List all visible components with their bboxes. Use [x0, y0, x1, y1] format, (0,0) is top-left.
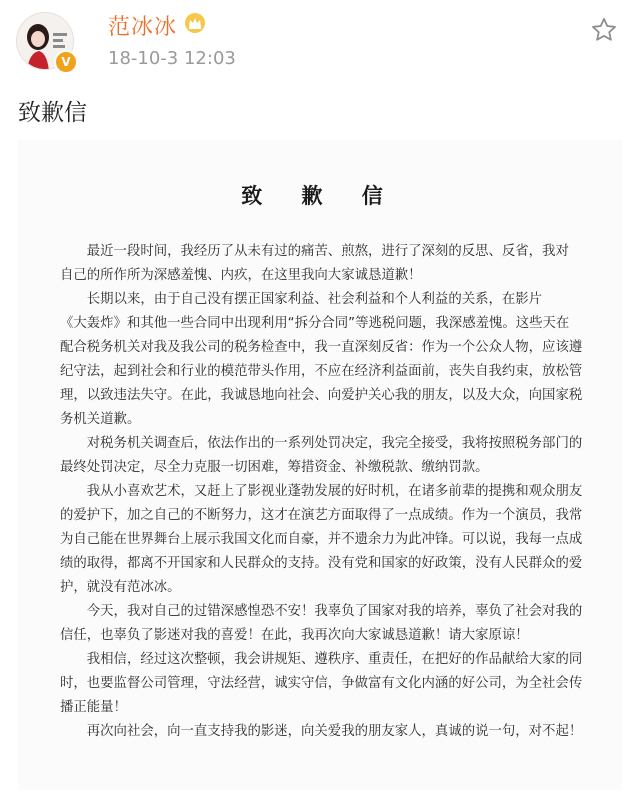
letter-line: 播正能量！: [60, 700, 127, 715]
letter-line: 护，就没有范冰冰。: [60, 580, 181, 595]
letter-paragraph: [60, 288, 592, 432]
letter-line: 时，也要监督公司管理，守法经营，诚实守信，争做富有文化内涵的好公司，为全社会传: [60, 676, 583, 691]
letter-line: 配合税务机关对我及我公司的税务检查中，我一直深刻反省：作为一个公众人物，应该遵: [60, 340, 583, 355]
letter-line: 理，以致违法失守。在此，我诚恳地向社会、向爱护关心我的朋友，以及大众，向国家税: [60, 388, 583, 403]
post-text: 致歉信: [18, 100, 87, 126]
letter-line: 我相信，经过这次整顿，我会讲规矩、遵秩序、重责任，在把好的作品献给大家的同: [60, 652, 583, 667]
letter-line: 长期以来，由于自己没有摆正国家利益、社会利益和个人利益的关系，在影片: [60, 292, 543, 307]
post-header: [0, 0, 640, 90]
letter-line: 今天，我对自己的过错深感惶恐不安！我辜负了国家对我的培养，辜负了社会对我的: [60, 604, 583, 619]
letter-paragraph: [60, 600, 592, 648]
star-icon[interactable]: [590, 16, 618, 44]
verified-v-icon: V: [54, 50, 78, 74]
letter-title: 致 歉 信: [241, 184, 399, 208]
letter-paragraph: [60, 432, 592, 480]
letter-paragraph: [60, 240, 592, 288]
letter-paragraph: [60, 720, 592, 744]
post-timestamp: 18-10-3 12:03: [108, 48, 236, 69]
letter-line: 信任，也辜负了影迷对我的喜爱！在此，我再次向大家诚恳道歉！请大家原谅！: [60, 628, 529, 643]
letter-line: 为自己能在世界舞台上展示我国文化而自豪，并不遗余力为此冲锋。可以说，我每一点成: [60, 532, 583, 547]
letter-line: 纪守法，起到社会和行业的模范带头作用，不应在经济利益面前，丧失自我约束，放松管: [60, 364, 583, 379]
letter-line: 《大轰炸》和其他一些合同中出现利用“拆分合同”等逃税问题，我深感羞愧。这些天在: [60, 316, 570, 331]
letter-paragraph: [60, 648, 592, 720]
letter-paragraph: [60, 480, 592, 600]
letter-line: 的爱护下，加之自己的不断努力，这才在演艺方面取得了一点成绩。作为一个演员，我常: [60, 508, 583, 523]
letter-line: 再次向社会，向一直支持我的影迷，向关爱我的朋友家人，真诚的说一句，对不起！: [60, 724, 583, 739]
letter-line: 绩的取得，都离不开国家和人民群众的支持。没有党和国家的好政策，没有人民群众的爱: [60, 556, 583, 571]
letter-line: 对税务机关调查后，依法作出的一系列处罚决定，我完全接受，我将按照税务部门的: [60, 436, 583, 451]
username[interactable]: 范冰冰: [108, 15, 178, 40]
letter-line: 自己的所作所为深感羞愧、内疚，在这里我向大家诚恳道歉！: [60, 268, 422, 283]
letter-line: 最终处罚决定，尽全力克服一切困难，筹措资金、补缴税款、缴纳罚款。: [60, 460, 489, 475]
letter-line: 最近一段时间，我经历了从未有过的痛苦、煎熬，进行了深刻的反思、反省，我对: [60, 244, 569, 259]
letter-line: 我从小喜欢艺术，又赶上了影视业蓬勃发展的好时机，在诸多前辈的提携和观众朋友: [60, 484, 583, 499]
letter-line: 务机关道歉。: [60, 412, 141, 427]
crown-icon: [184, 12, 206, 34]
avatar[interactable]: [16, 12, 74, 70]
letter-image: [18, 140, 622, 790]
